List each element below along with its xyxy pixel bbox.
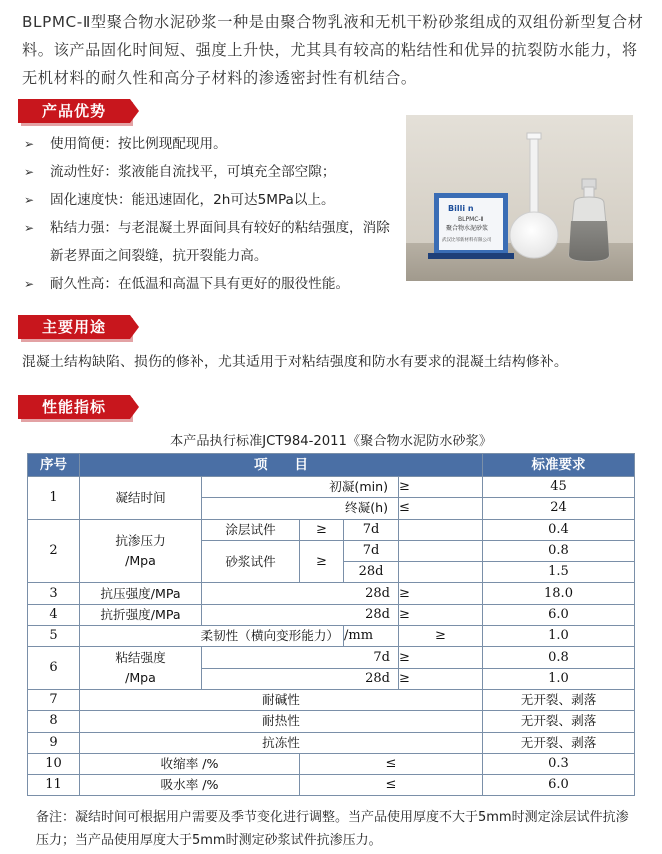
table-row: 5 柔韧性（横向变形能力） /mm ≥ 1.0 — [28, 626, 635, 647]
table-row: 1 凝结时间 初凝(min) ≥ 45 — [28, 477, 635, 498]
table-row: 4 抗折强度/MPa 28d ≥ 6.0 — [28, 604, 635, 625]
table-row: 7 耐碱性 无开裂、剥落 — [28, 689, 635, 710]
header-no: 序号 — [28, 454, 80, 477]
performance-table — [27, 453, 635, 796]
section-title: 性能指标 — [41, 398, 106, 416]
svg-text:BLPMC-Ⅱ: BLPMC-Ⅱ — [458, 216, 484, 223]
footnote: 备注：凝结时间可根据用户需要及季节变化进行调整。当产品使用厚度不大于5mm时测定涂层试件抗渗压力；当产品使用厚度大于5mm时测定砂浆试件抗渗压力。 — [36, 810, 629, 848]
advantages-list — [22, 130, 392, 298]
table-row: 28d 1.5 — [28, 562, 635, 583]
arrow-bullet-icon: ➢ — [24, 277, 35, 291]
table-row: 9 抗冻性 无开裂、剥落 — [28, 732, 635, 753]
table-row: 6 粘结强度 /Mpa 7d ≥ 0.8 — [28, 647, 635, 668]
list-item: ➢ 使用简便：按比例现配现用。 — [22, 130, 392, 158]
table-row: 2 抗渗压力 /Mpa 涂层试件 ≥ 7d 0.4 — [28, 519, 635, 540]
section-title: 主要用途 — [41, 318, 106, 336]
arrow-bullet-icon: ➢ — [24, 137, 35, 151]
svg-text:武汉比邻新材料有限公司: 武汉比邻新材料有限公司 — [442, 238, 492, 243]
svg-text:Billi n: Billi n — [448, 204, 474, 213]
usage-text: 混凝土结构缺陷、损伤的修补，尤其适用于对粘结强度和防水有要求的混凝土结构修补。 — [22, 354, 568, 370]
table-row: 11 吸水率 /% ≤ 6.0 — [28, 775, 635, 796]
section-header-usage — [18, 312, 138, 342]
intro-paragraph: BLPMC-Ⅱ型聚合物水泥砂浆一种是由聚合物乳液和无机干粉砂浆组成的双组份新型复合材料。该产品固化时间短、强度上升快，尤其具有较高的粘结性和优异的抗裂防水能力，将无机材料的耐久性和高分子材料的渗透密封性有机结合。 — [22, 13, 644, 87]
list-item: ➢ 耐久性高：在低温和高温下具有更好的服役性能。 — [22, 270, 392, 298]
table-row: 10 收缩率 /% ≤ 0.3 — [28, 753, 635, 774]
table-row: 砂浆试件 ≥ 7d 0.8 — [28, 540, 635, 561]
header-item: 项 目 — [80, 454, 483, 477]
table-row: 28d ≥ 1.0 — [28, 668, 635, 689]
section-header-advantages — [18, 96, 138, 126]
svg-text:聚合物水泥砂浆: 聚合物水泥砂浆 — [446, 225, 489, 232]
table-row: 终凝(h) ≤ 24 — [28, 498, 635, 519]
section-title: 产品优势 — [41, 102, 106, 120]
standard-title: 本产品执行标准JCT984-2011《聚合物水泥防水砂浆》 — [169, 434, 493, 449]
header-requirement: 标准要求 — [483, 454, 635, 477]
arrow-bullet-icon: ➢ — [24, 193, 35, 207]
section-header-performance — [18, 392, 138, 422]
arrow-bullet-icon: ➢ — [24, 221, 35, 235]
list-item: ➢ 粘结力强：与老混凝土界面间具有较好的粘结强度，消除新老界面之间裂缝，抗开裂能力高。 — [22, 214, 392, 270]
list-item: ➢ 流动性好：浆液能自流找平，可填充全部空隙； — [22, 158, 392, 186]
table-header-row — [28, 454, 635, 477]
table-row: 8 耐热性 无开裂、剥落 — [28, 711, 635, 732]
product-photo — [406, 115, 633, 281]
list-item: ➢ 固化速度快：能迅速固化，2h可达5MPa以上。 — [22, 186, 392, 214]
arrow-bullet-icon: ➢ — [24, 165, 35, 179]
table-row: 3 抗压强度/MPa 28d ≥ 18.0 — [28, 583, 635, 604]
